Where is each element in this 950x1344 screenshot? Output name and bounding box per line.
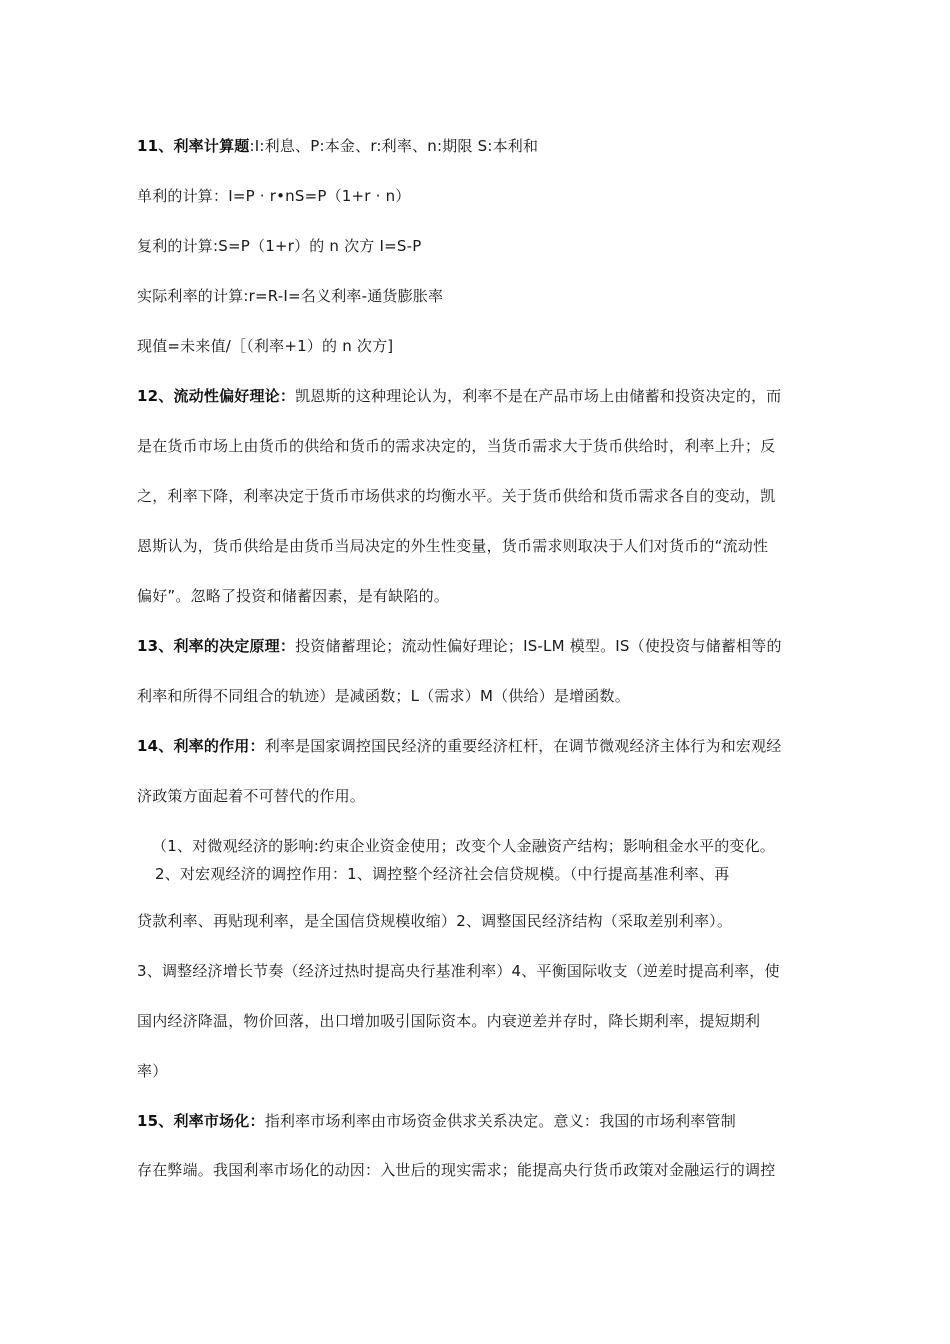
section-13-heading: 13、利率的决定原理： <box>137 637 296 655</box>
section-14-heading: 14、利率的作用： <box>137 737 265 755</box>
section-11-heading: 11、利率计算题 <box>137 137 250 155</box>
section-14-line-4: 2、对宏观经济的调控作用：1、调控整个经济社会信贷规模。（中行提高基准利率、再 <box>155 865 730 883</box>
section-15-heading: 15、利率市场化： <box>137 1112 265 1130</box>
section-13-line-1: 投资储蓄理论；流动性偏好理论；IS-LM 模型。IS（使投资与储蓄相等的 <box>295 637 782 655</box>
section-11-line-2: 复利的计算:S=P（1+r）的 n 次方 I=S-P <box>137 237 422 255</box>
section-12-title-line <box>137 386 781 406</box>
section-14-line-1: 利率是国家调控国民经济的重要经济杠杆，在调节微观经济主体行为和宏观经 <box>264 737 782 755</box>
section-11-line-3: 实际利率的计算:r=R-I=名义利率-通货膨胀率 <box>137 287 444 305</box>
section-14-line-7: 国内经济降温，物价回落，出口增加吸引国际资本。内衰逆差并存时，降长期利率，提短期利 <box>137 1012 761 1030</box>
section-14-line-8: 率） <box>137 1062 168 1080</box>
section-14-line-3: （1、对微观经济的影响:约束企业资金使用；改变个人金融资产结构；影响租金水平的变化。 <box>152 837 776 855</box>
section-15-line-2: 存在弊端。我国利率市场化的动因：入世后的现实需求；能提高央行货币政策对金融运行的调控 <box>137 1161 776 1179</box>
section-12-line-5: 偏好”。忽略了投资和储蓄因素，是有缺陷的。 <box>137 587 449 605</box>
section-14-line-5: 贷款利率、再贴现利率，是全国信贷规模收缩）2、调整国民经济结构（采取差别利率）。 <box>137 912 733 930</box>
section-11-intro: :I:利息、P:本金、r:利率、n:期限 S:本利和 <box>249 137 539 155</box>
section-12-line-3: 之，利率下降，利率决定于货币市场供求的均衡水平。关于货币供给和货币需求各自的变动，凯 <box>137 487 776 505</box>
section-13-line-2: 利率和所得不同组合的轨迹）是减函数；L（需求）M（供给）是增函数。 <box>137 687 630 705</box>
section-11-line-1: 单利的计算：I=P · r•nS=P（1+r · n） <box>137 187 411 205</box>
section-15-line-1: 指利率市场利率由市场资金供求关系决定。意义：我国的市场利率管制 <box>264 1112 736 1130</box>
section-12-line-4: 恩斯认为，货币供给是由货币当局决定的外生性变量，货币需求则取决于人们对货币的“流动性 <box>137 537 769 555</box>
section-12-line-1: 凯恩斯的这种理论认为，利率不是在产品市场上由储蓄和投资决定的，而 <box>295 387 782 405</box>
section-11-title-line <box>137 136 538 156</box>
section-11-line-4: 现值=未来值/［（利率+1）的 n 次方] <box>137 337 394 355</box>
section-14-title-line <box>137 736 782 756</box>
section-12-line-2: 是在货币市场上由货币的供给和货币的需求决定的，当货币需求大于货币供给时，利率上升；反 <box>137 437 776 455</box>
section-12-heading: 12、流动性偏好理论： <box>137 387 296 405</box>
section-14-line-2: 济政策方面起着不可替代的作用。 <box>137 787 366 805</box>
section-13-title-line <box>137 636 782 656</box>
section-14-line-6: 3、调整经济增长节奏（经济过热时提高央行基准利率）4、平衡国际收支（逆差时提高利率，使 <box>137 962 780 980</box>
section-15-title-line <box>137 1111 736 1131</box>
